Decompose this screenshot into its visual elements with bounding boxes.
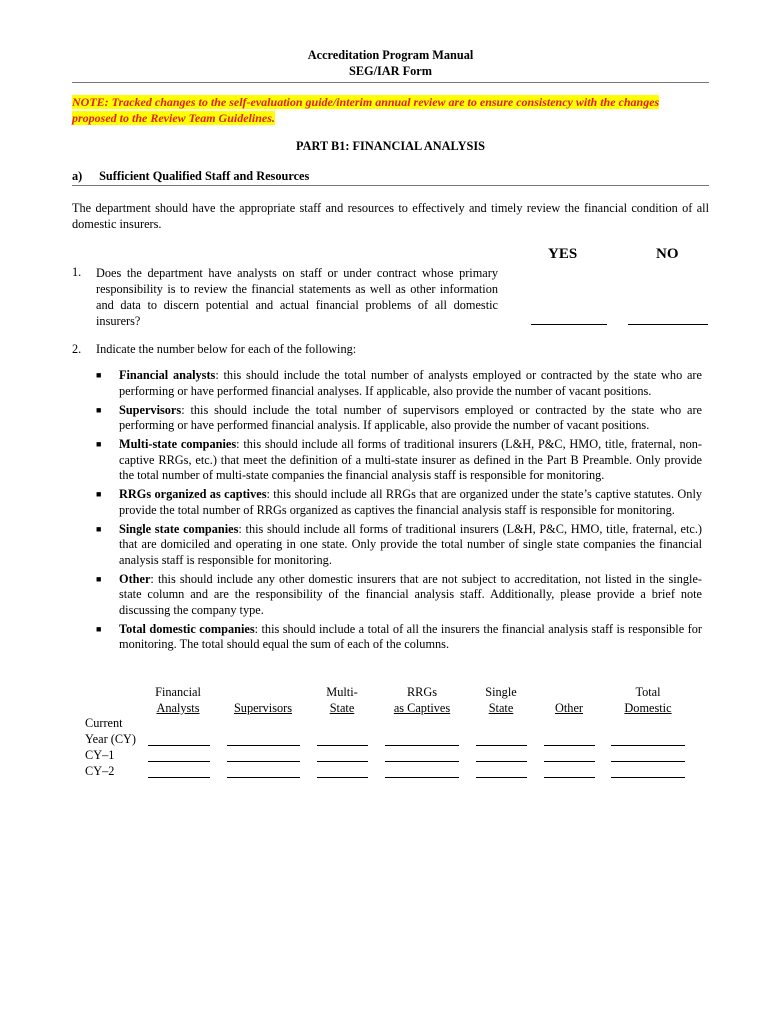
section-heading <box>72 169 309 184</box>
list-item <box>96 487 702 518</box>
column-header-line2: Supervisors <box>233 701 293 715</box>
cy1-total-domestic-blank[interactable] <box>611 761 685 762</box>
intro-paragraph: The department should have the appropriate staff and resources to effectively and timely review the financial condition of all domestic insurers. <box>72 201 709 231</box>
row-label-cy-2: CY–2 <box>85 764 115 778</box>
no-answer-blank[interactable] <box>628 324 708 325</box>
list-item <box>96 622 702 653</box>
column-header-line2: Domestic <box>624 701 672 715</box>
cy2-total-domestic-blank[interactable] <box>611 777 685 778</box>
row-label-cy-1: CY–1 <box>85 748 115 762</box>
column-header-line1 <box>223 684 303 700</box>
yes-answer-blank[interactable] <box>531 324 607 325</box>
row-label-current-year <box>85 715 136 747</box>
cy-supervisors-blank[interactable] <box>227 745 300 746</box>
cy2-supervisors-blank[interactable] <box>227 777 300 778</box>
no-column-header: NO <box>656 246 679 262</box>
bullet-term: Financial analysts <box>119 368 216 382</box>
yes-column-header: YES <box>548 246 578 262</box>
column-header-line1: Financial <box>155 685 201 699</box>
bullet-term: Supervisors <box>119 402 182 417</box>
column-header-line1 <box>540 684 598 700</box>
bullet-text: : this should include the total number of supervisors employed or contracted by the state who are performing or have performed financial analysis. If applicable, also provide the number of vacant positions. <box>119 402 702 432</box>
bullet-icon: ■ <box>96 404 102 415</box>
question-1-text: Does the department have analysts on staff or under contract whose primary responsibility is to review the financial statements as well as other information and data to discern potential and actual financial problems of all domestic insurers? <box>96 266 498 328</box>
bullet-text: : this should include all forms of traditional insurers (L&H, P&C, HMO, title, fraternal, etc.) that are domiciled and operating in one state. Only provide the total number of single state companies the financial analysis staff is responsible for monitoring. <box>119 521 702 567</box>
bullet-text: : this should include the total number of analysts employed or contracted by the state who are performing or have performed financial analyses. If applicable, also provide the number of vacant positions. <box>119 368 702 398</box>
column-header-line1: RRGs <box>406 685 438 699</box>
column-header-total-domestic <box>607 684 689 716</box>
cy1-other-blank[interactable] <box>544 761 595 762</box>
bullet-icon: ■ <box>96 439 102 449</box>
cy1-multi-state-blank[interactable] <box>317 761 368 762</box>
question-2-text: Indicate the number below for each of the following: <box>96 342 357 356</box>
bullet-term: Other <box>119 571 151 586</box>
bullet-icon: ■ <box>96 523 102 534</box>
question-1-number: 1. <box>72 265 82 279</box>
cy-single-state-blank[interactable] <box>476 745 527 746</box>
bullet-icon: ■ <box>96 489 102 499</box>
column-header-rrgs-captives <box>382 684 462 716</box>
list-item <box>96 403 702 434</box>
bullet-icon: ■ <box>96 623 102 634</box>
list-item <box>96 522 702 569</box>
cy1-rrgs-captives-blank[interactable] <box>385 761 459 762</box>
cy1-single-state-blank[interactable] <box>476 761 527 762</box>
cy2-financial-analysts-blank[interactable] <box>148 777 210 778</box>
row-label-line1: Current <box>85 716 123 730</box>
list-item <box>96 368 702 399</box>
form-title: SEG/IAR Form <box>348 64 432 78</box>
bullet-term: Total domestic companies <box>119 621 255 636</box>
section-title: Sufficient Qualified Staff and Resources <box>99 169 310 183</box>
column-header-line2: State <box>329 701 355 715</box>
cy-multi-state-blank[interactable] <box>317 745 368 746</box>
cy2-multi-state-blank[interactable] <box>317 777 368 778</box>
bullet-icon: ■ <box>96 573 102 584</box>
bullet-term: Single state companies <box>119 521 239 536</box>
section-label: a) <box>72 169 83 183</box>
bullet-text: : this should include all forms of traditional insurers (L&H, P&C, HMO, title, fraternal, non-captive RRGs, etc.) that meet the definition of a multi-state insurer as defined in the Part B Preamble. Only provide the total number of multi-state companies the financial analysis staff is responsible for monitoring. <box>119 437 702 482</box>
manual-title: Accreditation Program Manual <box>307 48 474 62</box>
header-divider <box>72 82 709 83</box>
question-2-number: 2. <box>72 342 82 356</box>
column-header-line2: State <box>488 701 514 715</box>
bullet-text: : this should include any other domestic insurers that are not subject to accreditation, not listed in the single-state column and are the responsibility of the financial analysis staff. Additionally, please provide a brief note discussing the company type. <box>119 571 702 617</box>
cy-other-blank[interactable] <box>544 745 595 746</box>
cy2-rrgs-captives-blank[interactable] <box>385 777 459 778</box>
bullet-text: : this should include all RRGs that are organized under the state’s captive statutes. Only provide the total number of RRGs organized as captives the financial analysis staff is responsible for monitoring. <box>119 487 703 517</box>
part-title: PART B1: FINANCIAL ANALYSIS <box>296 139 485 153</box>
list-item <box>96 437 702 484</box>
bullet-term: RRGs organized as captives <box>119 487 267 501</box>
column-header-line1: Multi- <box>326 685 358 699</box>
column-header-financial-analysts <box>140 684 216 716</box>
column-header-line2: Analysts <box>156 701 200 715</box>
bullet-term: Multi-state companies <box>119 437 237 451</box>
column-header-line1: Total <box>635 685 661 699</box>
cy2-other-blank[interactable] <box>544 777 595 778</box>
column-header-other <box>540 684 598 716</box>
row-label-line2: Year (CY) <box>85 732 137 746</box>
cy1-supervisors-blank[interactable] <box>227 761 300 762</box>
column-header-line1: Single <box>485 685 517 699</box>
bullet-icon: ■ <box>96 370 102 380</box>
definitions-list <box>96 368 702 656</box>
cy-financial-analysts-blank[interactable] <box>148 745 210 746</box>
column-header-line2: Other <box>555 701 583 715</box>
list-item <box>96 572 702 619</box>
column-header-supervisors <box>223 684 303 716</box>
section-divider <box>72 185 709 186</box>
cy-rrgs-captives-blank[interactable] <box>385 745 459 746</box>
cy2-single-state-blank[interactable] <box>476 777 527 778</box>
column-header-line2: as Captives <box>393 701 451 715</box>
bullet-text: : this should include a total of all the insurers the financial analysis staff is responsible for monitoring. The total should equal the sum of each of the columns. <box>119 621 702 651</box>
cy-total-domestic-blank[interactable] <box>611 745 685 746</box>
column-header-single-state <box>472 684 530 716</box>
cy1-financial-analysts-blank[interactable] <box>148 761 210 762</box>
column-header-multi-state <box>311 684 373 716</box>
tracked-changes-note: NOTE: Tracked changes to the self-evaluation guide/interim annual review are to ensure consistency with the changes proposed to the Review Team Guidelines. <box>72 95 660 125</box>
